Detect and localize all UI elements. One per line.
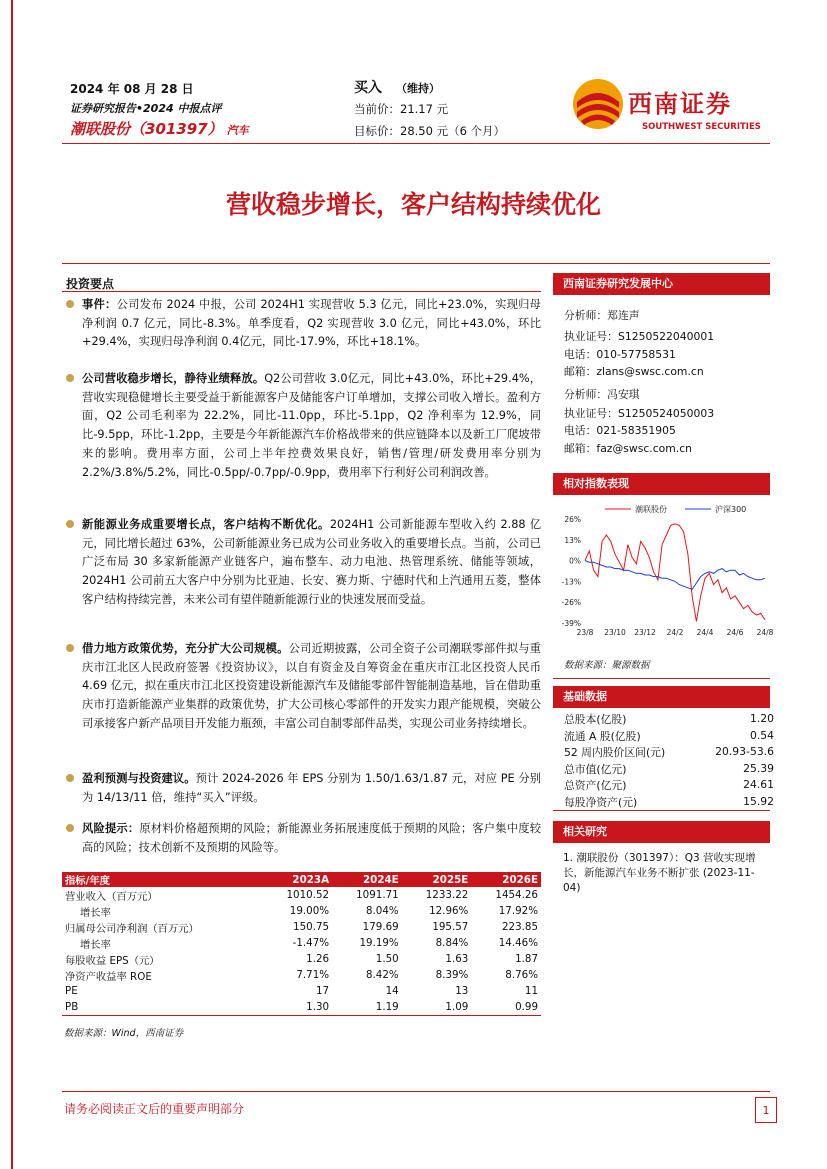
point-heading: 事件： <box>82 298 117 311</box>
x-tick-label: 23/10 <box>604 628 626 637</box>
table-header-row <box>62 872 541 887</box>
table-cell: -1.47% <box>292 937 330 949</box>
basic-data-key: 流通 A 股(亿股) <box>564 729 641 743</box>
table-cell: 12.96% <box>429 905 469 917</box>
left-accent-bar <box>11 0 13 1169</box>
section-title: 投资要点 <box>66 277 115 291</box>
basic-data-value: 24.61 <box>743 778 774 791</box>
row-label: PB <box>62 999 262 1016</box>
bullet-icon <box>66 300 74 308</box>
financial-forecast-table <box>62 872 541 1016</box>
basic-data-key: 总资产(亿元) <box>564 779 627 792</box>
y-tick-label: 26% <box>564 515 581 524</box>
legend-label: 潮联股份 <box>635 505 667 514</box>
bullet-icon <box>66 824 74 832</box>
series-line-index <box>585 561 765 590</box>
point-forecast <box>66 770 541 807</box>
table-source: 数据来源：Wind，西南证券 <box>64 1028 184 1039</box>
table-header: 2024E <box>332 872 402 887</box>
page-number: 1 <box>755 1097 777 1123</box>
analyst1-email: 邮箱：zlans@swsc.com.cn <box>564 365 704 378</box>
table-row <box>62 983 541 999</box>
target-price <box>354 123 505 139</box>
table-cell: 1.19 <box>332 999 402 1016</box>
basic-data-row <box>564 745 774 760</box>
basic-data-key: 总市值(亿元) <box>564 762 627 776</box>
point-event <box>66 296 541 352</box>
logo-text-en: SOUTHWEST SECURITIES <box>642 122 761 132</box>
basic-data-row <box>564 762 774 777</box>
section-divider <box>62 291 541 292</box>
basic-data-header: 基础数据 <box>553 686 770 708</box>
analyst2-cert: 执业证号：S1250524050003 <box>564 407 715 420</box>
report-type: 证券研究报告•2024 中报点评 <box>70 102 222 115</box>
y-tick-label: 13% <box>564 535 581 545</box>
table-cell: 17.92% <box>498 905 538 917</box>
table-cell: 1.30 <box>262 999 332 1016</box>
point-text: 2024H1 公司新能源车型收入约 2.88 亿元，同比增长超过 63%，公司新能源业务已成为公司业务收入的重要增长点。当前，公司已广泛布局 30 多家新能源产业链客户，遍布整车、动力电池、热管理系统、储能等领域，2024H1 公司前五大客户中分别为比亚迪、长安、赛力斯、宁德时代和上汽通用五菱，整体客户结构持续完善，未来公司有望伴随新能源行业的快速发展而受益。 <box>82 518 542 606</box>
table-row <box>62 999 541 1016</box>
legend-label: 沪深300 <box>715 505 747 514</box>
table-header: 2025E <box>402 872 472 887</box>
basic-bottom-divider <box>553 810 770 811</box>
table-cell: 8.42% <box>365 969 399 981</box>
logo-text-cn: 西南证券 <box>628 89 732 118</box>
table-row <box>62 919 541 935</box>
y-tick-label: -13% <box>561 577 581 587</box>
basic-data-row <box>564 778 774 793</box>
analyst1-tel: 电话：010-57758531 <box>564 348 676 361</box>
table-cell: 14 <box>385 985 399 997</box>
report-title: 营收稳步增长，客户结构持续优化 <box>225 190 601 219</box>
point-heading: 风险提示： <box>82 822 140 835</box>
table-cell: 17 <box>315 985 330 997</box>
company-logo <box>572 76 772 136</box>
point-heading: 新能源业务成重要增长点，客户结构不断优化。 <box>82 518 330 531</box>
basic-data-value: 0.54 <box>749 728 774 742</box>
table-cell: 1233.22 <box>425 889 469 901</box>
target-price-value: 28.50 元（6 个月） <box>400 124 506 138</box>
basic-data-key: 52 周内股价区间(元) <box>564 746 666 759</box>
chart-bottom-divider <box>553 678 770 679</box>
basic-data-value: 25.39 <box>743 761 774 775</box>
table-cell: 0.99 <box>471 999 541 1016</box>
table-cell: 8.39% <box>435 969 469 981</box>
y-tick-label: 0% <box>569 556 581 566</box>
point-policy <box>66 640 541 734</box>
bullet-icon <box>66 644 74 652</box>
table-cell: 195.57 <box>432 921 469 933</box>
research-center-header: 西南证券研究发展中心 <box>553 273 770 295</box>
table-cell: 1454.26 <box>495 889 538 901</box>
x-tick-label: 24/4 <box>696 628 714 637</box>
current-price-label: 当前价： <box>354 102 400 116</box>
x-tick-label: 24/8 <box>756 628 774 637</box>
basic-data-key: 每股净资产(元) <box>564 795 638 809</box>
table-cell: 8.04% <box>365 905 399 917</box>
relative-performance-chart <box>553 497 774 645</box>
point-revenue <box>66 370 541 482</box>
footer-disclaimer: 请务必阅读正文后的重要声明部分 <box>64 1102 245 1116</box>
table-row <box>62 951 541 967</box>
x-tick-label: 24/2 <box>666 628 684 637</box>
table-row <box>62 967 541 983</box>
table-cell: 8.76% <box>505 969 538 981</box>
table-cell: 1091.71 <box>356 889 399 901</box>
table-row <box>62 903 541 919</box>
row-label: 归属母公司净利润（百万元） <box>65 922 199 935</box>
table-cell: 179.69 <box>362 921 399 933</box>
row-label: PE <box>65 985 78 997</box>
basic-data-row <box>564 712 774 727</box>
current-price-value: 21.17 元 <box>400 102 449 116</box>
title-divider <box>62 263 770 264</box>
analyst2-tel: 电话：021-58351905 <box>564 424 676 437</box>
rating <box>354 77 440 97</box>
table-cell: 1.63 <box>445 953 469 965</box>
table-cell: 1.87 <box>515 953 538 965</box>
stock-name <box>70 118 249 139</box>
x-tick-label: 23/8 <box>576 628 594 637</box>
report-date: 2024 年 08 月 28 日 <box>70 82 194 96</box>
x-tick-label: 23/12 <box>634 628 656 637</box>
basic-data-value: 15.92 <box>743 794 774 808</box>
y-tick-label: -26% <box>561 598 581 608</box>
table-cell: 8.84% <box>435 937 469 949</box>
table-cell: 1.09 <box>402 999 472 1016</box>
rating-note: （维持） <box>396 82 440 95</box>
point-risk <box>66 820 541 857</box>
x-tick-label: 24/6 <box>726 628 744 637</box>
analyst1-name: 分析师：郑连声 <box>564 309 640 322</box>
footer-divider <box>62 1091 770 1092</box>
basic-data-key: 总股本(亿股) <box>564 713 627 726</box>
table-cell: 14.46% <box>498 937 538 949</box>
point-text: 原材料价格超预期的风险；新能源业务拓展速度低于预期的风险；客户集中度较高的风险；技术创新不及预期的风险等。 <box>82 822 541 854</box>
point-text: Q2公司营收 3.0亿元，同比+43.0%，环比+29.4%，营收实现稳健增长主要受益于新能源客户及储能客户订单增加，支撑公司收入增长。盈利方面，Q2 公司毛利率为 22.2%，同比-11.0pp，环比-5.1pp，Q2 净利率为 12.9%，同比-9.5pp，环比-1.2pp，主要是今年新能源汽车价格战带来的供应链降本以及新工厂爬坡带来的影响。费用率方面，公司上半年控费效果良好，销售/管理/研发费用率分别为 2.2%/3.8%/5.2%，同比-0.5pp/-0.7pp/-0.9pp，费用率下行利好公司利润改善。 <box>82 372 541 479</box>
table-row <box>62 935 541 951</box>
table-cell: 1.50 <box>375 953 399 965</box>
table-row <box>62 887 541 903</box>
bullet-icon <box>66 374 74 382</box>
table-cell: 19.00% <box>289 905 330 917</box>
y-tick-label: -39% <box>561 619 581 628</box>
table-cell: 11 <box>524 985 538 997</box>
chart-source: 数据来源：聚源数据 <box>564 660 650 671</box>
table-header: 指标/年度 <box>62 872 262 887</box>
logo-mark-icon <box>572 78 624 130</box>
analyst2-email: 邮箱：faz@swsc.com.cn <box>564 442 692 455</box>
table-cell: 19.19% <box>359 937 399 949</box>
table-cell: 223.85 <box>501 921 538 933</box>
row-label: 营业收入（百万元） <box>65 890 158 903</box>
header-divider <box>62 143 770 144</box>
target-price-label: 目标价： <box>354 124 400 138</box>
table-cell: 13 <box>455 985 469 997</box>
table-cell: 150.75 <box>293 921 330 933</box>
analyst2-name: 分析师：冯安琪 <box>564 388 640 401</box>
table-cell: 1.26 <box>306 953 330 965</box>
point-text: 公司近期披露，公司全资子公司潮联零部件拟与重庆市江北区人民政府签署《投资协议》，以自有资金及自筹资金在重庆市江北区投资人民币 4.69 亿元，拟在重庆市江北区投资建设新能源汽车及储能零部件智能制造基地，旨在借助重庆市打造新能源产业集群的政策优势，扩大公司核心零部件的开发实力跟产能规模，突破公司承接客户新产品项目开发能力瓶颈，丰富公司自制零部件品类，实现公司业务持续增长。 <box>82 642 541 730</box>
analyst1-cert: 执业证号：S1250522040001 <box>564 330 715 343</box>
point-text: 公司发布 2024 中报，公司 2024H1 实现营收 5.3 亿元，同比+23.0%，实现归母净利润 0.7 亿元，同比-8.3%。单季度看，Q2 实现营收 3.0 亿元，同比+43.0%，环比+29.4%，实现归母净利润 0.4亿元，同比-17.9%，环比+18.1%。 <box>82 298 541 349</box>
related-research-header: 相关研究 <box>553 821 770 843</box>
point-new-energy <box>66 516 541 610</box>
point-text: 预计 2024-2026 年 EPS 分别为 1.50/1.63/1.87 元，对应 PE 分别为 14/13/11 倍，维持“买入”评级。 <box>82 772 541 804</box>
table-header: 2023A <box>262 872 332 887</box>
bullet-icon <box>66 774 74 782</box>
row-label: 增长率 <box>80 938 111 951</box>
table-cell: 1010.52 <box>286 889 330 901</box>
rating-value: 买入 <box>354 80 382 96</box>
industry-label: 汽车 <box>226 124 249 137</box>
point-heading: 借力地方政策优势，充分扩大公司规模。 <box>82 642 289 655</box>
row-label: 增长率 <box>80 906 111 919</box>
table-header: 2026E <box>471 872 541 887</box>
related-research-item[interactable]: 1. 潮联股份（301397）：Q3 营收实现增长，新能源汽车业务不断扩张 (2023-11-04) <box>563 852 756 894</box>
basic-data-value: 20.93-53.6 <box>715 745 774 758</box>
point-heading: 公司营收稳步增长，静待业绩释放。 <box>82 372 265 385</box>
point-heading: 盈利预测与投资建议。 <box>82 772 196 785</box>
basic-data-row <box>564 795 774 810</box>
basic-data-row <box>564 729 774 744</box>
series-line-stock <box>585 524 765 622</box>
chart-header: 相对指数表现 <box>553 473 770 495</box>
table-cell: 7.71% <box>296 969 330 981</box>
bullet-icon <box>66 520 74 528</box>
stock-code: 潮联股份（301397） <box>70 120 223 138</box>
row-label: 净资产收益率 ROE <box>65 970 152 983</box>
row-label: 每股收益 EPS（元） <box>65 954 160 967</box>
current-price <box>354 101 448 117</box>
basic-data-value: 1.20 <box>749 712 774 725</box>
